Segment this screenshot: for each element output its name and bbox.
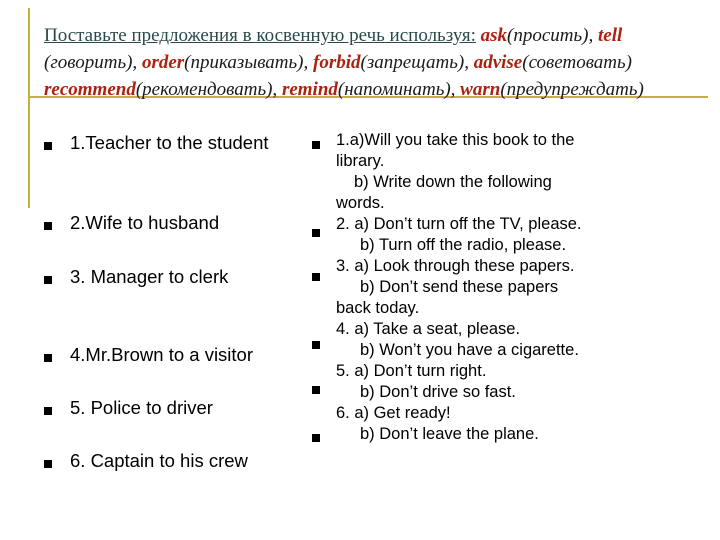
list-item-speaker-3: 3. Manager to clerk	[70, 266, 229, 287]
list-item-speaker-6: 6. Captain to his crew	[70, 450, 248, 471]
sentence-line: 2. a) Don’t turn off the TV, please.	[336, 215, 582, 233]
sentence-line: 3. a) Look through these papers.	[336, 257, 575, 275]
sentence-line: 6. a) Get ready!	[336, 404, 451, 422]
title-segment: ask	[475, 25, 508, 46]
sentence-line: words.	[336, 194, 385, 212]
title-instruction: Поставьте предложения в косвенную речь используя:	[44, 25, 476, 46]
title-segment: (приказывать),	[184, 52, 314, 73]
sentences-column	[336, 130, 636, 445]
bullet-icon	[312, 434, 320, 442]
bullet-icon	[44, 407, 52, 415]
list-item-speaker-2: 2.Wife to husband	[70, 212, 220, 233]
title-segment: forbid	[313, 52, 361, 73]
bullet-icon	[312, 229, 320, 237]
title-segment: recommend	[44, 79, 136, 100]
list-item-speaker-1: 1.Teacher to the student	[70, 132, 269, 153]
title-segment: warn	[460, 79, 501, 100]
title-segment: remind	[281, 79, 338, 100]
bullet-icon	[44, 460, 52, 468]
list-item-speaker-4: 4.Mr.Brown to a visitor	[70, 344, 254, 365]
title-segment: advise	[473, 52, 523, 73]
title-segment: order	[141, 52, 185, 73]
bullet-icon	[44, 276, 52, 284]
bullet-icon	[44, 142, 52, 150]
sentence-line: 4. a) Take a seat, please.	[336, 320, 521, 338]
sentence-line: b) Don’t drive so fast.	[360, 383, 516, 401]
sentence-line: 5. a) Don’t turn right.	[336, 362, 487, 380]
bullet-icon	[44, 222, 52, 230]
title-segment: (запрещать),	[360, 52, 474, 73]
sentence-line: b) Won’t you have a cigarette.	[360, 341, 579, 359]
bullet-icon	[312, 273, 320, 281]
sentence-line: b) Write down the following	[354, 173, 552, 191]
sentence-line: b) Turn off the radio, please.	[360, 236, 567, 254]
title-segment: (предупреждать)	[500, 79, 644, 100]
sentence-line: back today.	[336, 299, 420, 317]
bullet-icon	[44, 354, 52, 362]
sentence-line: b) Don’t send these papers	[360, 278, 559, 296]
bullet-icon	[312, 386, 320, 394]
sentence-line: 1.a)Will you take this book to the	[336, 131, 575, 149]
bullet-icon	[312, 141, 320, 149]
title-segment: (говорить),	[44, 52, 142, 73]
slide-title	[44, 22, 704, 103]
title-segment: tell	[598, 25, 623, 46]
title-segment: (советовать)	[522, 52, 633, 73]
title-segment: (просить),	[507, 25, 598, 46]
vertical-accent-rule	[28, 8, 30, 208]
list-item-speaker-5: 5. Police to driver	[70, 397, 213, 418]
sentence-line: b) Don’t leave the plane.	[360, 425, 539, 443]
title-segment: (рекомендовать),	[135, 79, 282, 100]
title-segment: (напоминать),	[337, 79, 461, 100]
bullet-icon	[312, 341, 320, 349]
sentence-line: library.	[336, 152, 385, 170]
